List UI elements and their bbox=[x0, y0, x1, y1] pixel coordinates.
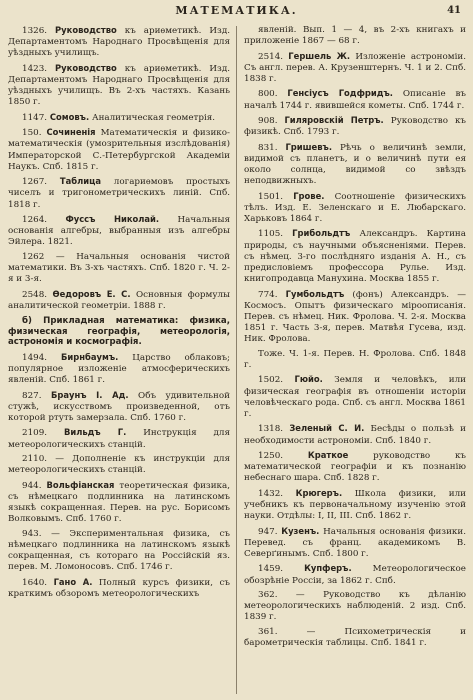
entry-text: Начальныя основанія алгебры, выбранныя изъ алгебры Эйлера. 1821. bbox=[8, 214, 230, 248]
catalog-entry bbox=[244, 374, 466, 420]
entry-text: Математическія и физико-математическія (умозрительныя изслѣдованія) Императорской С.-Петербургской Академіи Наукъ. Спб. 1815 г. bbox=[8, 128, 230, 172]
entry-number: 1326. bbox=[22, 26, 48, 36]
entry-number: 831. bbox=[258, 142, 278, 153]
catalog-entry bbox=[8, 577, 230, 600]
entry-text: руководство къ математической географіи и къ познанію небеснаго шара. Спб. 1828 г. bbox=[244, 450, 466, 484]
entry-text: Земля и человѣкъ, или физическая географія въ отношеніи исторіи человѣческаго рода. Спб. съ англ. Москва 1861 г. bbox=[244, 375, 466, 419]
entry-number: 2110. bbox=[22, 453, 48, 464]
entry-number: 908. bbox=[258, 115, 278, 126]
entry-number: 1318. bbox=[258, 424, 284, 435]
entry-number: 827. bbox=[22, 390, 42, 401]
entry-text: — Руководство къ дѣланію метеорологическихъ наблюденій. 2 изд. Спб. 1839 г. bbox=[244, 589, 466, 623]
entry-number: 2514. bbox=[258, 51, 284, 62]
entry-heading: Генсіусъ Годфридъ. bbox=[287, 88, 393, 99]
entry-heading: Бирнбаумъ. bbox=[60, 351, 119, 362]
entry-number: 1267. bbox=[22, 177, 48, 188]
entry-text: Александръ. Картина природы, съ научными объясненіями. Перев. съ нѣмец. 3-го послѣдняго изданія А. Н., съ предисловіемъ профессора Рулье. Изд. книгопродавца Манухина. Москва 1855 г. bbox=[244, 229, 466, 285]
entry-heading: Гюйо. bbox=[294, 374, 323, 385]
catalog-entry bbox=[244, 627, 466, 649]
entry-heading: Гришевъ. bbox=[285, 141, 333, 152]
catalog-entry bbox=[244, 88, 466, 111]
running-title: МАТЕМАТИКА. bbox=[175, 4, 298, 17]
entry-text: Объ удивительной стужѣ, искусствомъ произведенной, отъ которой ртуть замерзала. Спб. 1760 г. bbox=[8, 390, 230, 423]
entry-heading: Вольфіанская bbox=[46, 479, 115, 490]
entry-heading: Ѳедоровъ Е. С. bbox=[52, 288, 131, 299]
entry-heading: Гершель Ж. bbox=[288, 50, 351, 61]
entry-number: 361. bbox=[258, 626, 278, 637]
entry-text: къ ариѳметикѣ. Изд. Департаментомъ Народнаго Просвѣщенія для уѣздныхъ училищъ. Въ 2-хъ частяхъ. Казань 1850 г. bbox=[8, 63, 230, 108]
catalog-entry bbox=[8, 25, 230, 60]
entry-heading: Гиляровскій Петръ. bbox=[284, 114, 384, 125]
catalog-entry bbox=[8, 252, 230, 286]
entry-heading: Гано А. bbox=[53, 576, 93, 587]
entry-text: — Начальныя основанія чистой математики. Въ 3-хъ частяхъ. Спб. 1820 г. Ч. 2-я и 3-я. bbox=[8, 251, 230, 285]
entry-text: Рѣчь о величинѣ земли, видимой съ планетъ, и о величинѣ пути ея около солнца, видимой со звѣздъ неподвижныхъ. bbox=[244, 142, 466, 187]
entry-text: теоретическая физика, съ нѣмецкаго подлинника на латинскомъ языкѣ сокращенная. Перев. на рус. Борисомъ Волковымъ. Спб. 1760 г. bbox=[8, 480, 230, 525]
entry-number: 2109. bbox=[22, 428, 48, 439]
catalog-entry bbox=[8, 454, 230, 476]
catalog-entry bbox=[8, 127, 230, 173]
catalog-entry bbox=[244, 25, 466, 47]
catalog-entry bbox=[8, 112, 230, 124]
right-column bbox=[244, 25, 466, 697]
left-entries-after bbox=[8, 352, 230, 600]
entry-number: 1432. bbox=[258, 488, 284, 499]
entry-text: Соотношеніе физическихъ тѣлъ. Изд. Е. Зеленскаго и Е. Любарскаго. Харьковъ 1864 г. bbox=[244, 191, 466, 224]
column-divider bbox=[236, 26, 237, 694]
entry-number: 1264. bbox=[22, 214, 48, 225]
entry-heading: Зеленый С. И. bbox=[289, 423, 365, 434]
entry-text: логариѳмовъ простыхъ чиселъ и тригонометрическихъ линій. Спб. 1818 г. bbox=[8, 177, 230, 210]
entry-heading: Купферъ. bbox=[304, 563, 352, 574]
entry-text: (фонъ) Александръ. — Космосъ. Опытъ физическаго міроописанія. Перев. съ нѣмец. Ник. Фролова. Ч. 2-я. Москва 1851 г. Часть 3-я, перев. Матвѣя Гусева, изд. Ник. Фролова. bbox=[244, 289, 466, 345]
entry-number: 1502. bbox=[258, 375, 284, 386]
entry-text: Бесѣды о пользѣ и необходимости астрономіи. Спб. 1840 г. bbox=[244, 424, 466, 446]
entry-heading: Вильдъ Г. bbox=[63, 427, 127, 438]
entry-number: 947. bbox=[258, 526, 278, 537]
entry-number: 150. bbox=[22, 128, 42, 139]
entry-text: Описаніе въ началѣ 1744 г. явившейся кометы. Спб. 1744 г. bbox=[244, 89, 466, 111]
entry-number: 2548. bbox=[22, 289, 48, 300]
entry-text: Начальныя основанія физики. Перевед. съ франц. академикомъ В. Северґинымъ. Спб. 1800 г. bbox=[244, 526, 466, 559]
entry-heading: Грове. bbox=[293, 190, 325, 201]
entry-number: 1494. bbox=[22, 352, 48, 363]
entry-heading: Руководство bbox=[55, 62, 117, 73]
catalog-entry bbox=[8, 427, 230, 450]
entry-text: Царство облаковъ; популярное изложеніе атмосферическихъ явленій. Спб. 1861 г. bbox=[8, 352, 230, 386]
entry-heading: Кузенъ. bbox=[281, 525, 320, 536]
entry-number: 1262 bbox=[22, 251, 45, 262]
entry-number: 1640. bbox=[22, 577, 48, 588]
entry-text: Изложеніе астрономіи. Съ англ. перев. А. Крузенштернъ. Ч. 1 и 2. Спб. 1838 г. bbox=[244, 51, 466, 84]
page-header bbox=[0, 4, 473, 22]
entry-heading: Фуссъ Николай. bbox=[65, 213, 160, 224]
entry-text: къ ариѳметикѣ. Изд. Департаментомъ Народнаго Просвѣщенія для уѣздныхъ училищъ. bbox=[8, 26, 230, 59]
entry-heading: Таблица bbox=[59, 176, 101, 187]
entry-number: 800. bbox=[258, 89, 278, 100]
catalog-entry bbox=[244, 563, 466, 586]
catalog-entry bbox=[244, 228, 466, 285]
entry-number: 1250. bbox=[258, 450, 284, 461]
entry-text: — Экспериментальная физика, съ нѣмецкаго подлинника на латинскомъ языкѣ сокращенная, съ котораго на Россійскій яз. перев. М. Ломоносовъ. Спб. 1746 г. bbox=[8, 528, 230, 573]
entry-heading: Браунъ I. Ад. bbox=[50, 389, 129, 400]
entry-heading: Краткое bbox=[307, 449, 349, 460]
catalog-entry bbox=[244, 488, 466, 523]
left-entries bbox=[8, 25, 230, 312]
catalog-entry bbox=[8, 214, 230, 249]
entry-number: 1423. bbox=[22, 63, 48, 74]
page-number: 41 bbox=[447, 5, 461, 16]
catalog-entry bbox=[244, 142, 466, 188]
catalog-entry bbox=[8, 529, 230, 574]
catalog-entry bbox=[244, 423, 466, 446]
catalog-entry bbox=[8, 352, 230, 387]
catalog-entry bbox=[8, 390, 230, 425]
catalog-entry bbox=[244, 349, 466, 371]
entry-number: 1147. bbox=[22, 112, 48, 123]
entry-number: 362. bbox=[258, 589, 278, 600]
entry-number: 774. bbox=[258, 289, 278, 300]
entry-heading: Руководство bbox=[55, 25, 117, 35]
entry-text: Тоже. Ч. 1-я. Перев. Н. Фролова. Спб. 1848 г. bbox=[244, 348, 466, 370]
entry-text: Школа физики, или учебникъ къ первоначальному изученію этой науки. Отдѣлы: I, II, III. Спб. 1862 г. bbox=[244, 488, 466, 522]
catalog-entry bbox=[8, 176, 230, 211]
entry-number: 943. bbox=[22, 528, 42, 539]
entry-heading: Грибольдтъ bbox=[292, 228, 351, 239]
catalog-entry bbox=[244, 51, 466, 86]
entry-text: Аналитическая геометрія. bbox=[91, 112, 216, 123]
catalog-entry bbox=[244, 526, 466, 561]
entry-heading: Гумбольдтъ bbox=[285, 288, 345, 299]
entry-text: — Дополненіе къ инструкціи для метеорологическихъ станцій. bbox=[8, 453, 230, 476]
left-column bbox=[8, 25, 230, 697]
entry-text: Руководство къ физикѣ. Спб. 1793 г. bbox=[244, 115, 466, 138]
section-title: б) Прикладная математика: физика, физическая географія, метеорологія, астрономія и космографія. bbox=[8, 315, 230, 348]
catalog-entry bbox=[8, 289, 230, 312]
entry-text: явленій. Вып. 1 — 4, въ 2-хъ книгахъ и приложеніе 1867 — 68 г. bbox=[244, 25, 466, 47]
entry-heading: Сочиненія bbox=[46, 127, 96, 138]
entry-number: 1501. bbox=[258, 191, 284, 202]
catalog-entry bbox=[8, 63, 230, 109]
catalog-entry bbox=[244, 191, 466, 226]
catalog-entry bbox=[244, 115, 466, 138]
right-entries bbox=[244, 25, 466, 649]
entry-text: — Психометрическія и барометрическія таблицы. Спб. 1841 г. bbox=[244, 626, 466, 648]
entry-text: Полный курсъ физики, съ краткимъ обзоромъ метеорологическихъ bbox=[8, 577, 230, 599]
catalog-entry bbox=[244, 450, 466, 485]
catalog-entry bbox=[244, 289, 466, 346]
catalog-entry bbox=[244, 590, 466, 624]
entry-heading: Сомовъ. bbox=[49, 111, 90, 122]
catalog-entry bbox=[8, 480, 230, 526]
entry-heading: Крюгеръ. bbox=[295, 487, 343, 498]
entry-text: Метеорологическое обозрѣніе Россіи, за 1862 г. Спб. bbox=[244, 564, 466, 586]
entry-text: Инструкція для метеорологическихъ станцій. bbox=[8, 428, 230, 450]
entry-text: Основныя формулы аналитической геометріи. 1888 г. bbox=[8, 289, 230, 311]
entry-number: 944. bbox=[22, 480, 42, 491]
entry-number: 1105. bbox=[258, 229, 284, 240]
entry-number: 1459. bbox=[258, 564, 284, 575]
